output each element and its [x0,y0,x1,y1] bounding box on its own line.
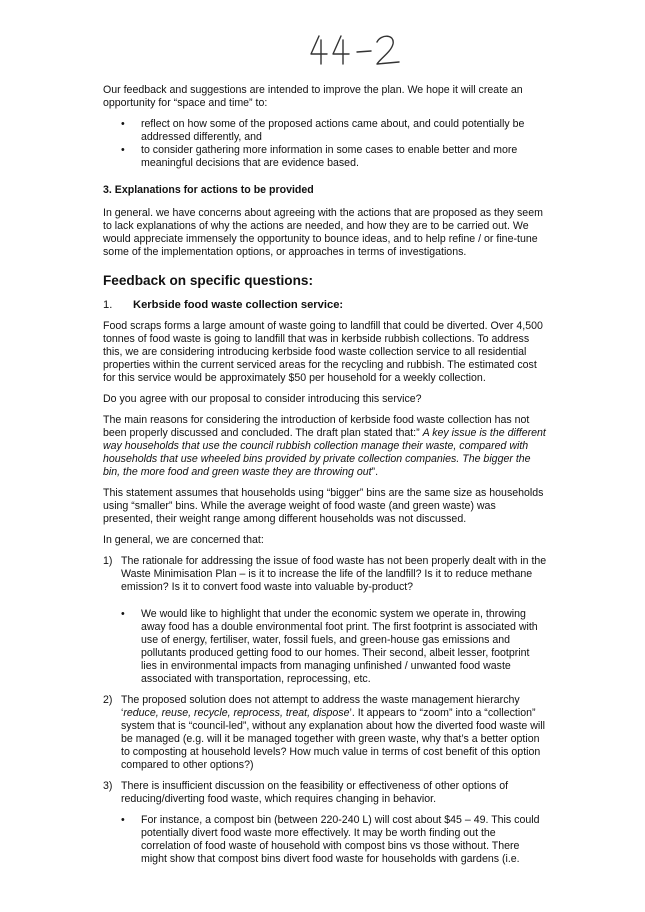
question-1-paragraph: Food scraps forms a large amount of waste going to landfill that could be diverted. Over 4,500 tonnes of food waste is going to landfill that was in kerbside rubbish collections. To address this, we are considering introducing kerbside food waste collection service to all residential properties within the current serviced areas for the recycling and rubbish. The estimated cost for this service would be approximately $50 per household for a weekly collection. [103,320,543,384]
concern-item-3 [103,780,548,806]
handwritten-page-note [305,30,415,70]
concern-item-3-bullet [103,814,548,866]
answer-quote: A key issue is the different way households that use the council rubbish collection manage their waste, compared with households that use wheeled bins provided by private collection companies. The bigger the bin, the more food and green waste they are throwing out [103,427,546,478]
item-number: 2) [103,694,113,706]
bullet-marker: • [121,608,125,620]
item-number: 3) [103,780,113,792]
question-1-question: Do you agree with our proposal to consider introducing this service? [103,393,422,405]
feedback-heading: Feedback on specific questions: [103,273,313,288]
intro-bullet-text: reflect on how some of the proposed actions came about, and could potentially be addressed differently, and [141,118,525,143]
answer-lead: The main reasons for considering the introduction of kerbside food waste collection has not been properly discussed and concluded. The draft plan stated that:” [103,414,530,439]
bullet-marker: • [121,118,125,130]
concerned-paragraph: In general, we are concerned that: [103,534,264,546]
waste-hierarchy-quote: reduce, reuse, recycle, reprocess, treat, dispose [123,707,350,719]
concern-item-2 [103,694,548,772]
question-1-title: Kerbside food waste collection service: [133,299,344,311]
question-1-number: 1. [103,299,113,311]
item-bullet-text: For instance, a compost bin (between 220-240 L) will cost about $45 – 49. This could potentially divert food waste more effectively. It may be worth finding out the correlation of food waste of household with compost bins vs those without. There might show that compost bins divert food waste for households with gardens (i.e. [141,814,540,865]
intro-bullet [103,118,548,144]
item-number: 1) [103,555,113,567]
bullet-marker: • [121,814,125,826]
concern-item-1 [103,555,548,594]
question-1-heading [103,299,548,312]
answer-paragraph [103,414,548,479]
intro-bullet-text: to consider gathering more information in some cases to enable better and more meaningful decisions that are evidence based. [141,144,518,169]
item-text: The rationale for addressing the issue of food waste has not been properly dealt with in the Waste Minimisation Plan – is it to increase the life of the landfill? Is it to reduce methane emission? Is it to convert food waste into valuable by-product? [121,555,547,593]
concern-item-1-bullet [103,608,548,686]
section-3-paragraph: In general. we have concerns about agreeing with the actions that are proposed as they seem to lack explanations of why the actions are needed, and how they are to be carried out. We would appreciate immensely the opportunity to bounce ideas, and to help refine / or fine-tune some of the implementation options, or approaches in terms of investigations. [103,207,543,258]
bullet-marker: • [121,144,125,156]
document-body [103,84,548,874]
section-3-heading: 3. Explanations for actions to be provided [103,184,314,196]
item-bullet-text: We would like to highlight that under the economic system we operate in, throwing away food has a double environmental foot print. The first footprint is associated with use of energy, fertiliser, water, fossil fuels, and green-house gas emissions and pollutants produced getting food to our homes. Their second, albeit lesser, footprint lies in environmental impacts from managing unfinished / unwanted food waste associated with transportation, reprocessing, etc. [141,608,538,685]
item-text-b: ’. It appears to “zoom” into a “collection” system that is “council-led”, without any explanation about how the diverted food waste will be managed (e.g. will it be managed together with green waste, why that’s a better option to composting at household levels? How much value in terms of cost benefit of this option compared to other options?) [121,707,545,771]
item-text-a: The proposed solution does not attempt to address the waste management hierarchy ‘ [121,694,520,719]
intro-paragraph: Our feedback and suggestions are intended to improve the plan. We hope it will create an opportunity for “space and time” to: [103,84,523,109]
item-text: There is insufficient discussion on the feasibility or effectiveness of other options of reducing/diverting food waste, which requires changing in behavior. [121,780,509,805]
answer-end: ”. [371,466,379,478]
intro-bullet [103,144,548,170]
assumption-paragraph: This statement assumes that households using “bigger” bins are the same size as households using “smaller” bins. While the average weight of food waste (and green waste) was presented, their weight range among different households was not discussed. [103,487,544,525]
